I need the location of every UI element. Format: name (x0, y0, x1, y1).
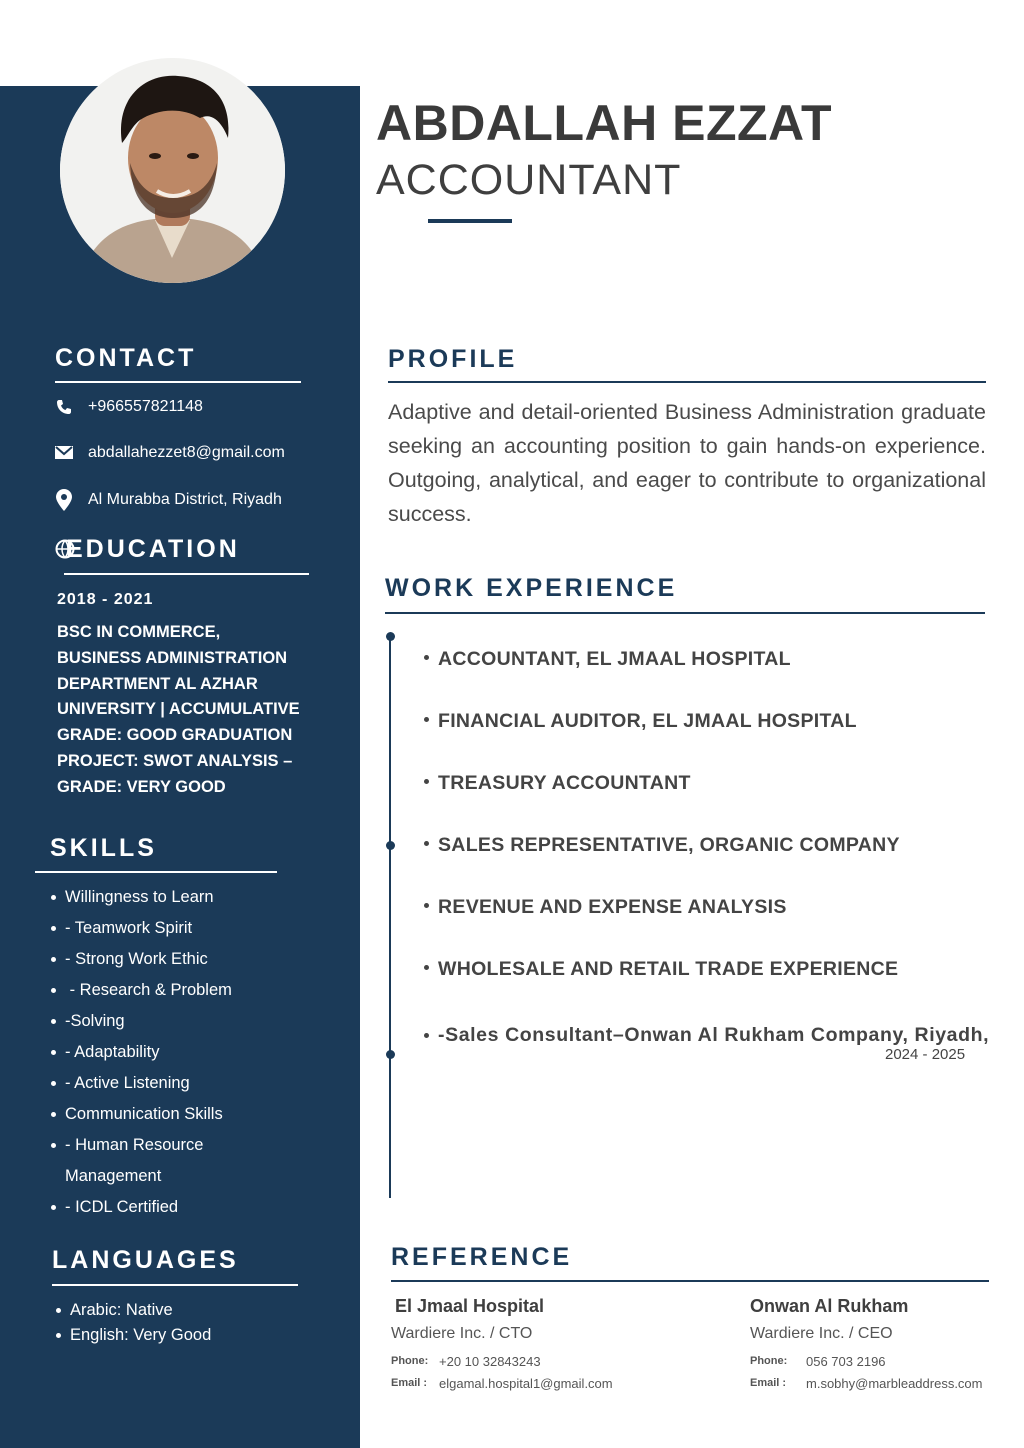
reference-role: Wardiere Inc. / CTO (391, 1325, 533, 1342)
reference-company: El Jmaal Hospital (395, 1296, 545, 1316)
bullet-icon (424, 779, 429, 784)
work-dates: 2024 - 2025 (885, 1046, 966, 1063)
skills-list (48, 882, 232, 1223)
skills-divider (35, 871, 277, 873)
timeline-dot (386, 1050, 395, 1059)
mail-icon (54, 443, 74, 463)
profile-text: Adaptive and detail-oriented Business Administration graduate seeking an accounting position to gain hands-on experience. Outgoing, analytical, and eager to contribute to organizational success. (388, 400, 986, 526)
location-pin-icon (54, 490, 74, 510)
skill-item: Communication Skills (48, 1099, 232, 1130)
work-item-text: TREASURY ACCOUNTANT (438, 772, 691, 794)
work-item (424, 958, 898, 981)
education-years: 2018 - 2021 (57, 591, 154, 608)
reference-card (750, 1296, 1000, 1394)
work-item-text: SALES REPRESENTATIVE, ORGANIC COMPANY (438, 834, 900, 856)
contact-address (54, 490, 282, 510)
profile-photo (60, 58, 285, 283)
work-item (424, 834, 900, 857)
job-title: ACCOUNTANT (376, 156, 682, 204)
reference-company: Onwan Al Rukham (750, 1296, 909, 1316)
email-label: Email : (750, 1377, 787, 1389)
reference-card (391, 1296, 641, 1394)
contact-heading: CONTACT (55, 344, 197, 372)
languages-divider (52, 1284, 298, 1286)
bullet-icon (424, 841, 429, 846)
bullet-icon (424, 717, 429, 722)
timeline-line (389, 634, 391, 1198)
contact-divider (55, 381, 301, 383)
reference-email (391, 1372, 641, 1394)
bullet-icon (424, 965, 429, 970)
reference-email-value: elgamal.hospital1@gmail.com (439, 1375, 613, 1391)
candidate-name: ABDALLAH EZZAT (376, 95, 832, 151)
work-item-text: REVENUE AND EXPENSE ANALYSIS (438, 896, 787, 918)
timeline-dot (386, 632, 395, 641)
work-item (424, 772, 691, 795)
education-heading: EDUCATION (66, 535, 240, 563)
bullet-icon (424, 655, 429, 660)
reference-phone-value: +20 10 32843243 (439, 1353, 541, 1369)
skill-item: -Solving (48, 1006, 232, 1037)
reference-role: Wardiere Inc. / CEO (750, 1325, 893, 1342)
contact-phone (54, 397, 203, 417)
work-item (424, 710, 857, 733)
title-accent-bar (428, 219, 512, 223)
skill-item: - Adaptability (48, 1037, 232, 1068)
language-item: English: Very Good (55, 1323, 211, 1348)
reference-email-value: m.sobhy@marbleaddress.com (806, 1375, 983, 1391)
skill-item: Willingness to Learn (48, 882, 232, 913)
languages-heading: LANGUAGES (52, 1246, 239, 1274)
work-item-text: WHOLESALE AND RETAIL TRADE EXPERIENCE (438, 958, 899, 980)
work-item (424, 896, 787, 919)
reference-phone-value: 056 703 2196 (806, 1353, 886, 1369)
education-description: BSC IN COMMERCE, BUSINESS ADMINISTRATION DEPARTMENT AL AZHAR UNIVERSITY | ACCUMULATIVE GRADE: GOOD GRADUATION PROJECT: SWOT ANALYSIS – GRADE: VERY GOOD (57, 623, 300, 796)
skill-item: - Research & Problem (48, 975, 232, 1006)
skill-item: - Human Resource (48, 1130, 232, 1161)
skill-item: - Strong Work Ethic (48, 944, 232, 975)
bullet-icon (424, 1033, 429, 1038)
skills-heading: SKILLS (50, 834, 157, 862)
profile-heading: PROFILE (388, 345, 518, 373)
skill-item: - ICDL Certified (48, 1192, 232, 1223)
languages-list (55, 1298, 211, 1347)
work-item-text: FINANCIAL AUDITOR, EL JMAAL HOSPITAL (438, 710, 857, 732)
phone-label: Phone: (391, 1355, 429, 1367)
contact-email-text: abdallahezzet8@gmail.com (88, 444, 285, 461)
reference-heading: REFERENCE (391, 1243, 573, 1271)
phone-label: Phone: (750, 1355, 788, 1367)
reference-phone (750, 1350, 1000, 1372)
reference-phone (391, 1350, 641, 1372)
skill-item: Management (65, 1167, 162, 1185)
contact-phone-text: +966557821148 (88, 398, 203, 415)
phone-icon (54, 397, 74, 417)
timeline-dot (386, 841, 395, 850)
work-item (424, 648, 791, 671)
contact-email (54, 443, 285, 463)
work-heading: WORK EXPERIENCE (385, 574, 678, 602)
skill-item: - Teamwork Spirit (48, 913, 232, 944)
skill-item: - Active Listening (48, 1068, 232, 1099)
reference-divider (391, 1280, 989, 1282)
work-divider (385, 612, 985, 614)
work-item-text: ACCOUNTANT, EL JMAAL HOSPITAL (438, 648, 791, 670)
profile-divider (388, 381, 986, 383)
language-item: Arabic: Native (55, 1298, 211, 1323)
reference-email (750, 1372, 1000, 1394)
education-divider (64, 573, 309, 575)
work-item-last-text: -Sales Consultant–Onwan Al Rukham Company, Riyadh, (438, 1024, 990, 1046)
email-label: Email : (391, 1377, 428, 1389)
bullet-icon (424, 903, 429, 908)
contact-address-text: Al Murabba District, Riyadh (88, 491, 282, 508)
